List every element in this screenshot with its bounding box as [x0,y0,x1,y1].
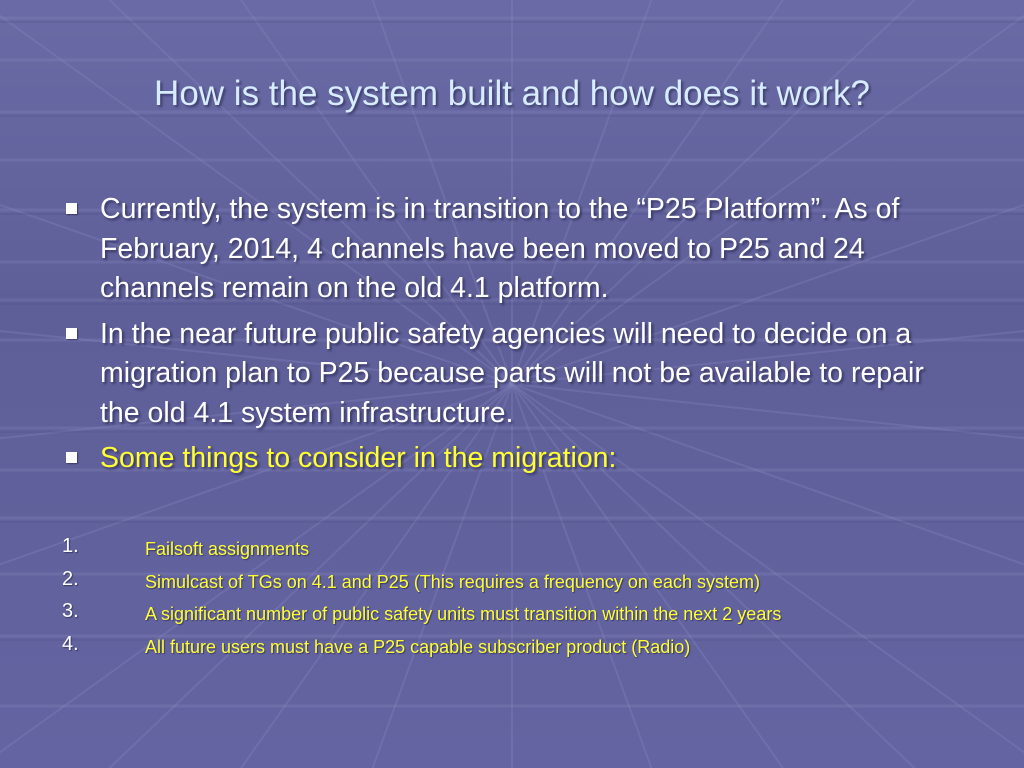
slide-title: How is the system built and how does it work? [154,74,870,113]
numbered-list [0,536,1024,666]
bullet-text: In the near future public safety agencies will need to decide on a migration plan to P25 because parts will not be available to repair the old 4.1 system infrastructure. [100,317,924,429]
item-text: All future users must have a P25 capable subscriber product (Radio) [145,636,691,657]
bullet-text: Some things to consider in the migration: [100,442,617,474]
numbered-item [0,536,1024,569]
bullet-item [0,190,1024,309]
bullet-item-highlighted [0,439,1024,479]
bullet-item [0,315,1024,434]
item-number: 4. [62,632,79,655]
item-text: Simulcast of TGs on 4.1 and P25 (This requires a frequency on each system) [145,571,760,592]
square-bullet-icon [66,452,77,463]
item-number: 2. [62,567,79,590]
numbered-item [0,601,1024,634]
bullet-text: Currently, the system is in transition to the “P25 Platform”. As of February, 2014, 4 channels have been moved to P25 and 24 channels remain on the old 4.1 platform. [100,193,900,304]
item-text: Failsoft assignments [145,539,310,559]
item-number: 1. [62,535,79,557]
square-bullet-icon [66,203,77,214]
item-number: 3. [62,600,79,622]
numbered-item [0,569,1024,602]
bullet-list [0,190,1024,485]
item-text: A significant number of public safety units must transition within the next 2 years [145,604,782,624]
square-bullet-icon [66,328,77,339]
numbered-item [0,634,1024,667]
